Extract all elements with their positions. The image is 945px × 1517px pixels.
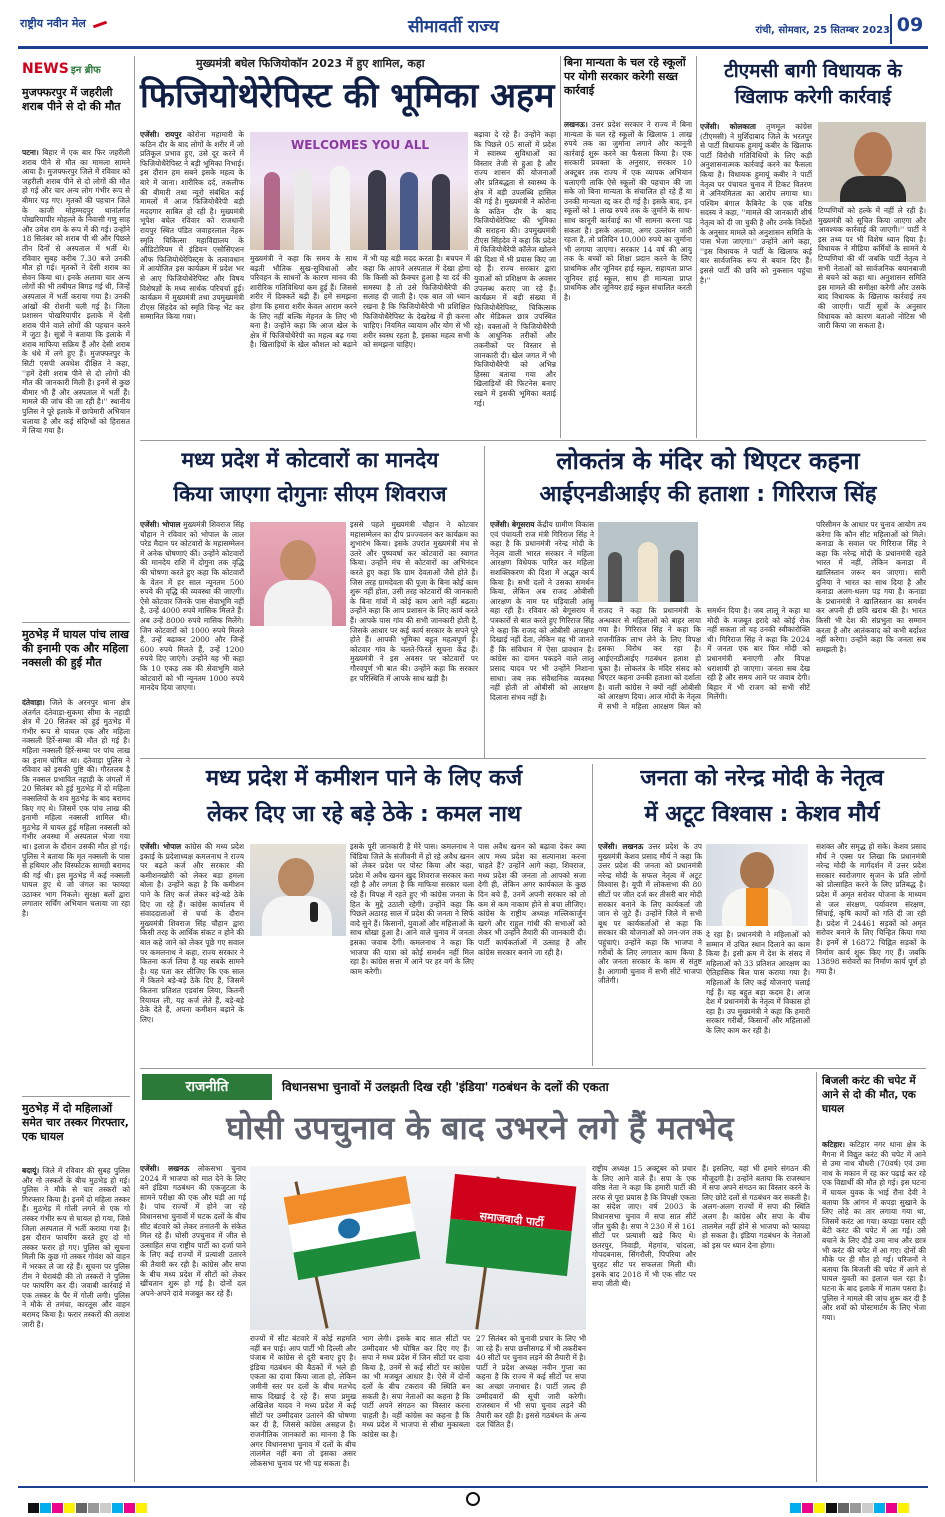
row-3-rule	[140, 1068, 926, 1069]
story-2-body	[564, 120, 692, 436]
portrait-body	[264, 580, 332, 626]
brief-2-headline: मुठभेड़ में घायल पांच लाख की इनामी एक और महिला नक्सली की हुई मौत	[22, 628, 130, 669]
dateline: रांची, सोमवार, 25 सितम्बर 2023	[755, 25, 890, 36]
story-7-body-col2: दे रहा है। प्रधानमंत्री ने महिलाओं को सम्मान में उचित स्थान दिलाने का काम किया है। इसी क्रम में देश के संसद में महिलाओं को 33 प्रतिशत आरक्षण का ऐतिहासिक बिल पास कराया गया है। महिलाओं के लिए कई योजनाएं चलाई गई हैं। यह बहुत बड़ा कदम है। आज देश में प्रधानमंत्री के नेतृत्व में विकास हो रहा है। उप मुख्यमंत्री ने कहा कि हमारी सरकार गरीबों, किसानों और महिलाओं के लिए काम कर रही है।	[706, 930, 810, 1035]
story-8-photo	[250, 1166, 586, 1330]
story-1-kicker: मुख्यमंत्री बघेल फिजियोकॉन 2023 में हुए शामिल, कहा	[196, 57, 425, 70]
story-5-body-col1	[490, 520, 594, 752]
story-4-headline-1: मध्य प्रदेश में कोटवारों का मानदेय	[181, 448, 439, 472]
masthead-divider	[890, 14, 892, 44]
story-4-body-col1	[140, 520, 244, 752]
story-6-body-col2: इसके पूरी जानकारी है मेरे पास। कमलनाथ ने चिंडिया जिले के संजीवनी में हो रहे अवैध खनन को लेकर प्रदेश पर पोस्ट किया और कहा, प्रदेश में अवैध खनन खुद शिवराज सरकार करा रही है और लगता है कि माफिया सरकार चला रहे हैं। विपक्ष में रहते हुए भी कांग्रेस जनता के हित के मुद्दे उठाती रहेगी। उन्होंने कहा कि पिछले अठारह साल में प्रदेश की जनता ने सिर्फ वादे सुने हैं। किसानों, युवाओं और महिलाओं के साथ धोखा हुआ है। आने वाले चुनाव में जनता इसका जवाब देगी। कमलनाथ ने कहा कि भाजपा की यात्रा को कोई समर्थन नहीं मिल रहा है। कांग्रेस सत्ता में आने पर हर वर्ग के लिए काम करेगी।	[350, 842, 474, 976]
story-3-headline: टीएमसी बागी विधायक के खिलाफ करेगी कार्रवाई	[724, 60, 902, 108]
story-3-body-col1	[700, 122, 812, 434]
left-column-rule	[134, 56, 135, 1482]
samajwadi-flag	[446, 1174, 577, 1276]
story-5-text-1: केंद्रीय ग्रामीण विकास एवं पंचायती राज मंत्री गिरिराज सिंह ने कहा है कि प्रधानमंत्री नरेन्द्र मोदी के नेतृत्व वाली भारत सरकार ने महिला आरक्षण विधेयक पारित कर महिला सशक्तिकरण की दिशा में अद्भुत कार्य किया है। सभी दलों ने उसका समर्थन किया, लेकिन अब राजद ओबीसी आरक्षण के नाम पर घड़ियाली आंसू बहा रही है। रविवार को बेगूसराय में पत्रकारों से बात करते हुए गिरिराज सिंह ने कहा कि राजद को ओबीसी आरक्षण दिखाई नहीं देता, लेकिन वह भी जानते हैं कि संविधान में ऐसा प्रावधान है। कांग्रेस का दामन पकड़ने वाले लालू प्रसाद यादव पर भी उन्होंने निशाना साधा। जब तक संवैधानिक व्यवस्था नहीं होती तो ओबीसी को आरक्षण दिलाना संभव नहीं है।	[490, 520, 594, 702]
story-8-body-col6: हैं। इसलिए, यहां भी हमारे संगठन की मौजूदगी है। उन्होंने बताया कि राजस्थान में सपा अपने संगठन का विस्तार करने के लिए छोटे दलों से गठबंधन कर सकती है। अलग-अलग राज्यों में सपा की स्थिति अलग है। कांग्रेस और सपा के बीच तालमेल नहीं होने से भाजपा को फायदा हो सकता है। इंडिया गठबंधन के नेताओं को इस पर ध्यान देना होगा।	[702, 1164, 810, 1250]
person-figure	[368, 170, 386, 250]
section-title: सीमावर्ती राज्य	[408, 17, 499, 37]
story-5-byline: एजेंसी। बेगूसराय	[490, 520, 535, 529]
story-7-photo	[706, 844, 808, 926]
story-8-text-1: लोकसभा चुनाव 2024 में भाजपा को मात देने के लिए बने इंडिया गठबंधन की एकजुटता के सामने परीक्षा की एक और घड़ी आ गई है। पांच राज्यों में होने जा रहे विधानसभा चुनावों में घटक दलों के बीच सीट बंटवारे को लेकर तनातनी के संकेत मिल रहे हैं। घोसी उपचुनाव में जीत से उत्साहित सपा राष्ट्रीय पार्टी का दर्जा पाने के लिए कई राज्यों में प्रत्याशी उतारने की तैयारी कर रही है। कांग्रेस और सपा के बीच मध्य प्रदेश में सीटों को लेकर खींचतान शुरू हो गई है। दोनों दल अपने-अपने दावे मजबूत कर रहे हैं।	[140, 1164, 246, 1298]
pen-icon	[93, 20, 107, 28]
person-figure	[294, 168, 312, 250]
brief-2-body	[22, 698, 130, 1082]
brief-2-place: दंतेवाड़ा।	[22, 698, 45, 707]
story-7-byline: एजेंसी। लखनऊ	[598, 842, 644, 851]
story-8-body-col1	[140, 1164, 246, 1476]
portrait-head	[854, 132, 892, 178]
brief-1-text: बिहार में एक बार फिर जहरीली शराब पीने से मौत का मामला सामने आया है। मुजफ्फरपुर जिले में रविवार को जहरीली शराब पीने से दो लोगों की मौत हो गई और चार अन्य लोग गंभीर रूप से बीमार पड़ गए। मृतकों की पहचान जिले के काजी मोहम्मदपुर थानांतर्गत पोखरियापीर मोहल्ले के निवासी गणु साह और उमेश राम के रूप में की गई। उन्होंने 18 सितंबर को शराब पी थी और पिछले तीन दिनों से अस्पताल में भर्ती थे। रविवार सुबह करीब 7.30 बजे उनकी मौत हो गई। मृतकों ने देसी शराब का सेवन किया था। इनके अलावा चार अन्य लोगों की भी तबीयत बिगड़ गई थी, जिन्हें अस्पताल में भर्ती कराया गया है। उनकी आंखों की रोशनी चली गई है। जिला प्रशासन पोखरियापीर इलाके में देसी शराब पीने वाले लोगों की पहचान करने में जुटा है। सूत्रों ने बताया कि इलाके में शराब माफिया सक्रिय हैं और देसी शराब के धंधे में लगे हुए हैं। मुजफ्फरपुर के सिटी एसपी अवधेश दीक्षित ने कहा, ''हमें देसी शराब पीने से दो लोगों की मौत की जानकारी मिली है। इनमें से कुछ बीमार भी हैं और अस्पताल में भर्ती हैं। मामले की जांच की जा रही है।'' स्थानीय पुलिस ने पूरे इलाके में छापेमारी अभियान चलाया है और कई संदिग्धों को हिरासत में लिया गया है।	[22, 148, 130, 436]
story-8-body-col4: 27 सितंबर को चुनावी प्रचार के लिए भी जा रहे हैं। सपा छत्तीसगढ़ में भी तकरीबन 40 सीटों पर चुनाव लड़ने की तैयारी में है। पार्टी ने प्रदेश अध्यक्ष नवीन गुप्ता का कहना है कि राज्य में कई सीटों पर सपा का अच्छा जनाधार है। पार्टी जल्द ही उम्मीदवारों की सूची जारी करेगी। राजस्थान में भी सपा चुनाव लड़ने की तैयारी कर रही है। इससे गठबंधन के अन्य दल चिंतित हैं।	[476, 1334, 586, 1430]
person-figure	[400, 172, 418, 250]
story-1-headline: फिजियोथेरेपिस्ट की भूमिका अहम	[140, 76, 555, 116]
registration-mark-icon	[466, 1492, 480, 1506]
story-3-photo	[818, 122, 926, 202]
row-1-rule	[140, 440, 926, 441]
story-1-text-1: कोरोना महामारी के कठिन दौर के बाद लोगों के शरीर में जो प्रतिकूल प्रभाव हुए, उसे दूर करने में फिजियोथैरेपिस्ट ने बड़ी भूमिका निभाई। इस दौरान हम सबने इसके महत्व के बारे में जाना। शारीरिक दर्द, तकलीफ की बीमारी तथा न्यूरो संबंधित कई मामलों में आज फिजियोथैरेपी बड़ी मददगार साबित हो रही है। मुख्यमंत्री भूपेश बघेल रविवार को राजधानी रायपुर स्थित पंडित जवाहरलाल नेहरू स्मृति चिकित्सा महाविद्यालय के ऑडिटोरियम में इंडियन एसोसिएशन ऑफ फिजियोथेरेपिस्ट्स के तत्वावधान में आयोजित इस कार्यक्रम में प्रदेश भर से आए फिजियोथेरेपिस्ट और विषय विशेषज्ञों के मध्य सार्थक परिचर्चा हुई। कार्यक्रम में मुख्यमंत्री तथा उपमुख्यमंत्री टीएस सिंहदेव को स्मृति चिन्ह भेंट कर सम्मानित किया गया।	[140, 130, 244, 322]
story-6-rule	[592, 764, 593, 1066]
story-7-text-1: उत्तर प्रदेश के उप मुख्यमंत्री केशव प्रसाद मौर्य ने कहा कि उत्तर प्रदेश की जनता को प्रधानमंत्री नरेन्द्र मोदी के सफल नेतृत्व में अटूट विश्वास है। यूपी में लोकसभा की 80 सीटों पर जीत दर्ज कर तीसरी बार मोदी सरकार बनाने के लिए कार्यकर्ता जी जान से जुटे हैं। उन्होंने जिले में सभी बूथ पर कार्यकर्ताओं से कहा कि सरकार की योजनाओं को जन-जन तक पहुंचाएं। उन्होंने कहा कि भाजपा ने गरीबों के लिए लगातार काम किया है और जनता सरकार के काम से संतुष्ट है। आगामी चुनाव में सभी सीटें भाजपा जीतेगी।	[598, 842, 702, 986]
story-6-byline: एजेंसी। भोपाल	[140, 842, 182, 851]
story-7-body-col3: सशक्त और समृद्ध हो सके। केशव प्रसाद मौर्य ने एक्स पर लिखा कि प्रधानमंत्री नरेन्द्र मोदी के मार्गदर्शन में उत्तर प्रदेश सरकार स्वरोजगार सृजन के प्रति लोगों को प्रोत्साहित करने के लिए प्रतिबद्ध है। प्रदेश में अमृत सरोवर योजना के माध्यम से जल संरक्षण, पर्यावरण संरक्षण, सिंचाई, कृषि कार्यों को गति दी जा रही है। प्रदेश में 24461 सड़कों को अमृत सरोवर बनाने के लिए चिन्हित किया गया है। इनमें से 16872 चिह्नित सड़कों के निर्माण कार्य शुरू किए गए हैं। जबकि 13898 सरोवरों का निर्माण कार्य पूर्ण हो गया है।	[816, 842, 926, 976]
brief-2-text: जिले के अरनपुर थाना क्षेत्र अंतर्गत दंतेवाड़ा-सुकमा सीमा के नहाड़ी क्षेत्र में 20 सितंबर को हुई मुठभेड़ में गंभीर रूप से घायल एक और महिला नक्सली हिर्रे-सम्बा की मौत हो गई है। महिला नक्सली हिर्रे-सम्बा पर पांच लाख का इनाम घोषित था। दंतेवाड़ा पुलिस ने रविवार को इसकी पुष्टि की। गौरतलब है कि नक्सल प्रभावित नहाड़ी के जंगलों में 20 सितंबर को हुई मुठभेड़ में दो महिला नक्सलियों के शव मुठभेड़ के बाद बरामद किए गए थे। जिसमें एक पांच लाख की इनामी महिला नक्सली शामिल थी। मुठभेड़ में घायल हुई महिला नक्सली को गंभीर अवस्था में अस्पताल भेजा गया था। इलाज के दौरान उसकी मौत हो गई। पुलिस ने बताया कि मृत नक्सली के पास से हथियार और विस्फोटक सामग्री बरामद की गई थी। इस मुठभेड़ में कई नक्सली घायल हुए थे जो जंगल का फायदा उठाकर भाग निकले। सुरक्षा बलों द्वारा लगातार सर्चिंग अभियान चलाया जा रहा है।	[22, 698, 130, 919]
story-1-body-col2: मुख्यमंत्री ने कहा कि समय के साथ बढ़ती भौतिक सुख-सुविधाओं और परिवहन के साधनों के कारण मानव की शारीरिक गतिविधियां कम हुई हैं। जिससे शरीर में दिक्कतें बढ़ी हैं। हमें समझना होगा कि हमारा शरीर केवल आराम करने के लिए नहीं बल्कि मेहनत के लिए भी बना है। उन्होंने कहा कि आज खेल के क्षेत्र में फिजियोथैरेपी का महत्व बढ़ गया है। खिलाड़ियों के खेल कौशल को बढ़ाने में भी यह बड़ी मदद करता है। बचपन में कहा कि आपने अस्पताल में देखा होगा कि किसी को फ्रैक्चर हुआ है या दर्द की समस्या है तो उसे फिजियोथैरेपी की सलाह दी जाती है। एक बात जो ध्यान रखना है कि फिजियोथैरेपी भी प्रशिक्षित फिजियोथैरेपिस्ट के देखरेख में ही करना चाहिए। नियमित व्यायाम और योग से भी शरीर स्वस्थ रहता है, इसका महत्व सभी को समझना चाहिए।	[250, 254, 470, 350]
story-6-photo	[250, 844, 346, 936]
story-5-body-col3: परिसीमन के आधार पर चुनाव आयोग तय करेगा कि कौन सीट महिलाओं को मिले। कनाडा के सवाल पर गिरिराज सिंह ने कहा कि नरेन्द्र मोदी के प्रधानमंत्री रहते भारत में नहीं, लेकिन कनाडा में खालिस्तान जरूर बन जाएगा। सारी दुनिया ने भारत का साथ दिया है और कनाडा अलग-थलग पड़ गया है। कनाडा के प्रधानमंत्री ने खालिस्तान का समर्थन कर अपनी ही छवि खराब की है। भारत किसी भी देश की संप्रभुता का सम्मान करता है और आतंकवाद को कभी बर्दाश्त नहीं करेगा। उन्होंने कहा कि जनता सब समझती है।	[816, 520, 926, 654]
story-8-body-col5: राष्ट्रीय अध्यक्ष 15 अक्टूबर को प्रचार के लिए आने वाले हैं। सपा के एक वरिष्ठ नेता ने कहा कि हमारी पार्टी की तरफ से पूरा प्रयास है कि विपक्षी एकता का संदेश जाए। वर्ष 2003 के विधानसभा चुनाव में सपा सात सीटें जीत चुकी है। सपा ने 230 में से 161 सीटों पर प्रत्याशी खड़े किए थे। छतरपुर, निवाड़ी, मेहगांव, चांदला, गोपदबनास, सिंगरौली, पिपरिया और चुरहट सीट पर सफलता मिली थी। इसके बाद 2018 में भी एक सीट पर सपा जीती थी।	[592, 1164, 696, 1289]
story-3-text-1: तृणमूल कांग्रेस (टीएमसी) ने मुर्शिदाबाद जिले के भरतपुर से पार्टी विधायक हुमायूं कबीर के खिलाफ पार्टी विरोधी गतिविधियों के लिए कड़ी अनुशासनात्मक कार्रवाई करने का फैसला किया है। विधायक हुमायूं कबीर ने पार्टी नेतृत्व पर पंचायत चुनाव में टिकट वितरण में अनियमितता का आरोप लगाया था। पश्चिम बंगाल कैबिनेट के एक वरिष्ठ सदस्य ने कहा, ''मामले की जानकारी शीर्ष नेतृत्व को दी जा चुकी है और उनके निर्देशों के अनुसार मामले को अनुशासन समिति के पास भेजा जाएगा।'' उन्होंने आगे कहा, ''इस विधायक ने पार्टी के खिलाफ कई बार सार्वजनिक रूप से बयान दिए हैं। इससे पार्टी की छवि को नुकसान पहुंचा है।''	[700, 122, 812, 285]
person-figure	[608, 552, 622, 602]
news-brief-label	[22, 58, 132, 78]
brief-1-headline: मुजफ्फरपुर में जहरीली शराब पीने से दो की मौत	[22, 86, 121, 113]
person-figure	[670, 550, 684, 602]
masthead-rule	[18, 46, 928, 49]
photo-banner-text: WELCOMES YOU ALL	[290, 138, 429, 152]
microphone-icon	[310, 902, 318, 922]
row-2-rule	[140, 758, 926, 759]
portrait-body	[840, 176, 906, 202]
saffron-scarf	[746, 888, 768, 926]
story-9-headline: बिजली करंट की चपेट में आने से दो की मौत, एक घायल	[822, 1075, 916, 1115]
color-registration-strip	[790, 1503, 910, 1513]
story-2-headline: बिना मान्यता के चल रहे स्कूलों पर योगी सरकार करेगी सख्त कार्रवाई	[564, 56, 686, 97]
portrait-head	[278, 858, 314, 898]
story-8-body-col3: भाग लेगी। इसके बाद सात सीटों पर उम्मीदवार भी घोषित कर दिए गए हैं। सपा ने मध्य प्रदेश में जिन सीटों पर दावा किया है, उनमें से कई सीटों पर कांग्रेस का भी मजबूत आधार है। ऐसे में दोनों दलों के बीच टकराव की स्थिति बन सकती है। सपा नेताओं का कहना है कि पार्टी अपने संगठन का विस्तार करना चाहती है। वहीं कांग्रेस का कहना है कि मध्य प्रदेश में भाजपा से सीधा मुकाबला कांग्रेस का है।	[362, 1334, 470, 1439]
person-figure	[638, 542, 658, 602]
story-6-body-col1	[140, 842, 244, 1062]
story-4-byline: एजेंसी। भोपाल	[140, 520, 181, 529]
story-7-headline-2: में अटूट विश्वास : केशव मौर्य	[644, 802, 880, 827]
story-7-headline-1: जनता को नरेन्द्र मोदी के नेतृत्व	[640, 766, 884, 791]
story-8-kicker: विधानसभा चुनावों में उलझती दिख रही 'इंडिया' गठबंधन के दलों की एकता	[282, 1080, 609, 1094]
story-6-headline-2: लेकर दिए जा रहे बड़े ठेके : कमल नाथ	[206, 802, 522, 827]
story-4-body-col2: इससे पहले मुख्यमंत्री चौहान ने कोटवार महासम्मेलन का दीप प्रज्ज्वलन कर कार्यक्रम का शुभारंभ किया। इसके उपरांत मुख्यमंत्री मंच से उतरे और पुष्पवर्षा कर कोटवारों का स्वागत किया। उन्होंने मंच से कोटवारों का अभिनंदन करते हुए कहा कि ग्राम देवताओं जैसे होते हैं। जिस तरह ग्रामदेवता की पूजा के बिना कोई काम शुरू नहीं होता, उसी तरह कोटवारों की जानकारी के बिना गांवों में कोई काम आगे नहीं बढ़ता। उन्होंने कहा कि आप प्रशासन के लिए कार्य करते हैं। आपके पास गांव की सभी जानकारी होती है, जिसके आधार पर कई कार्य सरकार के सपने पूरे होते हैं। आपकी भूमिका बहुत महत्वपूर्ण है। कोटवार गांव के चलते-फिरते सूचना केंद्र हैं। मुख्यमंत्री ने इस अवसर पर कोटवारों पर गौरवपूर्ण भी बात की। उन्होंने कहा कि सरकार हर परिस्थिति में आपके साथ खड़ी है।	[350, 520, 478, 683]
story-6-text-1: कांग्रेस की मध्य प्रदेश इकाई के प्रदेशाध्यक्ष कमलनाथ ने राज्य पर बढ़ते कर्ज और सरकार की कमीशनखोरी को लेकर बड़ा हमला बोला है। उन्होंने कहा है कि कमीशन पाने के लिए कर्ज लेकर बड़े-बड़े ठेके दिए जा रहे हैं। कांग्रेस कार्यालय में संवाददाताओं से चर्चा के दौरान मुख्यमंत्री शिवराज सिंह चौहान द्वारा किसी तरह के आर्थिक संकट न होने की बात कहे जाने को लेकर पूछे गए सवाल पर कमलनाथ ने कहा, राज्य सरकार ने कितना कर्ज लिया है यह सबके सामने है। यह पता कर लीजिए कि एक साल में कितने बड़े-बड़े ठेके दिए हैं, जिसमें कितना प्रतिशत एडवांस लिया, कितनी रियायत ली, यह कर्ज लेते हैं, बड़े-बड़े ठेके देते हैं, अपना कमीशन बढ़ाने के लिए।	[140, 842, 244, 1024]
story-5-body-col2: राजद ने कहा कि प्रधानमंत्री के अन्धकार से महिलाओं को बाहर लाया गया है। गिरिराज सिंह ने कहा कि राजनीतिक लाभ लेने के लिए विपक्ष इसका विरोध कर रहा है। आईएनडीआईए गठबंधन हताश हो चुका है। लोकतंत्र के मंदिर संसद को थिएटर कहना उनकी हताशा को दर्शाता है। वाली कांग्रेस ने क्यों नहीं ओबीसी को आरक्षण दिया। आज मोदी के नेतृत्व में सभी ने महिला आरक्षण बिल को समर्थन दिया है। जब लालू ने कहा था मोदी के मजबूत इरादे को कोई रोक नहीं सकता तो यह उनकी स्वीकारोक्ति थी। गिरिराज सिंह ने कहा कि 2024 में जनता एक बार फिर मोदी को प्रधानमंत्री बनाएगी और विपक्ष धराशायी हो जाएगा। जनता सब देख रही है और समय आने पर जवाब देगी। बिहार में भी राजग को सभी सीटें मिलेंगी।	[598, 606, 810, 711]
news-label: NEWS	[22, 61, 69, 77]
brief-1-place: पटना।	[22, 148, 39, 157]
story-9-text: कटिहार नगर थाना क्षेत्र के मैगना में विद्युत करंट की चपेट में आने से उमा नाथ चौधरी (70वर्ष) एवं उमा नाथ के मकान में रह कर पढ़ाई कर रहे एक विद्यार्थी की मौत हो गई। इस घटना में घायल युवक के भाई रौना देवी ने बताया कि आंगन में कपड़ा सुखाने के लिए लोहे का तार लगाया गया था, जिसमें करंट आ गया। कपड़ा पसार रही बेटी करंट की चपेट में आ गई। उसे बचाने के लिए दौड़े उमा नाथ और छात्र भी करंट की चपेट में आ गए। दोनों की मौके पर ही मौत हो गई। परिजनों ने बताया कि बिजली की चपेट में आने से घायल युवती का इलाज चल रहा है। घटना के बाद इलाके में मातम पसरा है। पुलिस ने मामले की जांच शुरू कर दी है और शवों को पोस्टमार्टम के लिए भेजा गया।	[822, 1140, 926, 1322]
story-5-photo	[598, 522, 698, 602]
story-9-place: कटिहार।	[822, 1140, 845, 1149]
story-2-byline: लखनऊ।	[564, 120, 588, 129]
story-1-byline: एजेंसी। रायपुर	[140, 130, 182, 139]
story-2-rule	[696, 56, 697, 438]
portrait-head	[740, 852, 774, 890]
story-3-body-col2: टिप्पणियों को हल्के में नहीं ले रही है। मुख्यमंत्री को सूचित किया जाएगा और आवश्यक कार्रवाई की जाएगी।'' पार्टी ने इस तथ्य पर भी विशेष ध्यान दिया है। विधायक ने मीडिया कर्मियों के सामने ये टिप्पणियां की थीं जबकि पार्टी नेतृत्व ने सभी नेताओं को सार्वजनिक बयानबाजी से बचने को कहा था। अनुशासन समिति इस मामले की समीक्षा करेगी और उसके बाद विधायक के खिलाफ कार्रवाई तय की जाएगी। पार्टी सूत्रों के अनुसार विधायक को कारण बताओ नोटिस भी जारी किया जा सकता है।	[818, 206, 926, 331]
story-4-rule	[484, 446, 485, 758]
masthead	[0, 0, 945, 50]
story-1-body-col1	[140, 130, 244, 434]
portrait-body	[262, 896, 332, 936]
story-8-rule	[816, 1072, 817, 1482]
person-figure	[432, 174, 450, 250]
brief-3-body	[22, 1166, 130, 1478]
color-registration-strip	[28, 1503, 148, 1513]
story-2-text: उत्तर प्रदेश सरकार ने राज्य में बिना मान्यता के चल रहे स्कूलों के खिलाफ 1 लाख रुपये तक का जुर्माना लगाने और कानूनी कार्रवाई शुरू करने का फैसला किया है। एक सरकारी प्रवक्ता के अनुसार, सरकार 10 अक्टूबर तक राज्य में एक व्यापक अभियान चलाएगी ताकि ऐसे स्कूलों की पहचान की जा सके जो बिना मान्यता के संचालित हो रहे हैं या उनकी मान्यता रद्द कर दी गई है। इसके बाद, इन स्कूलों को 1 लाख रुपये तक के जुर्माने के साथ-साथ कानूनी कार्रवाई का भी सामना करना पड़ सकता है। इसके अलावा, अगर उल्लंघन जारी रहता है, तो प्रतिदिन 10,000 रुपये का जुर्माना भी लगाया जाएगा। सरकार 14 वर्ष की आयु तक के बच्चों को शिक्षा प्रदान करने के लिए प्राथमिक और जूनियर हाई स्कूल, सहायता प्राप्त जूनियर हाई स्कूल, साथ ही मान्यता प्राप्त प्राथमिक और जूनियर हाई स्कूल संचालित करती है।	[564, 120, 692, 302]
brief-1-body	[22, 148, 130, 618]
person-figure	[330, 166, 350, 250]
brief-divider-1	[22, 622, 130, 623]
story-1-photo	[250, 132, 468, 250]
brief-3-text: जिले में रविवार की सुबह पुलिस और गो तस्करों के बीच मुठभेड़ हो गई। पुलिस ने मौके से चार तस्करों को गिरफ्तार किया है। इनमें दो महिला तस्कर हैं। मुठभेड़ में गोली लगने से एक गो तस्कर गंभीर रूप से घायल हो गया, जिसे जिला अस्पताल में भर्ती कराया गया है। इस दौरान फायरिंग करते हुए दो गो तस्कर फरार हो गए। पुलिस को सूचना मिली कि कुछ गो तस्कर गोवंश को वाहन में भरकर ले जा रहे हैं। सूचना पर पुलिस टीम ने घेराबंदी की तो तस्करों ने पुलिस पर फायरिंग कर दी। जवाबी कार्रवाई में एक तस्कर के पैर में गोली लगी। पुलिस ने मौके से तमंचा, कारतूस और वाहन बरामद किया है। फरार तस्करों की तलाश जारी है।	[22, 1166, 130, 1329]
page-number: 09	[896, 14, 924, 36]
politics-section-label: राजनीति	[142, 1074, 272, 1100]
story-4-photo	[250, 522, 346, 626]
flag-text: समाजवादी पार्टी	[479, 1209, 545, 1230]
portrait-head	[280, 540, 316, 582]
story-6-headline-1: मध्य प्रदेश में कमीशन पाने के लिए कर्ज	[205, 766, 523, 791]
brief-3-headline: मुठभेड़ में दो महिलाओं समेत चार तस्कर गिरफ्तार, एक घायल	[22, 1102, 129, 1143]
story-8-byline: एजेंसी। लखनऊ	[140, 1164, 190, 1173]
paper-name: राष्ट्रीय नवीन मेल	[20, 17, 86, 30]
footer-rule	[18, 1486, 928, 1488]
brief-divider-2	[22, 1096, 130, 1097]
story-1-body-col3: बढ़ावा दे रहे हैं। उन्होंने कहा कि पिछले 05 सालों में प्रदेश में स्वास्थ्य सुविधाओं का विस्तार तेजी से हुआ है और राज्य शासन की योजनाओं और प्रतिबद्धता से स्वास्थ्य के क्षेत्र में बड़ी उपलब्धि हासिल की गई है। मुख्यमंत्री ने कोरोना के कठिन दौर के बाद फिजियोथेरेपिस्ट की भूमिका की सराहना की। उपमुख्यमंत्री टीएस सिंहदेव ने कहा कि प्रदेश में फिजियोथैरेपी कॉलेज खोलने की दिशा में भी प्रयास किए जा रहे हैं। राज्य सरकार द्वारा युवाओं को प्रशिक्षण के अवसर उपलब्ध कराए जा रहे हैं। कार्यक्रम में बड़ी संख्या में फिजियोथैरेपिस्ट, चिकित्सक और मेडिकल छात्र उपस्थित रहे। वक्ताओं ने फिजियोथैरेपी के आधुनिक तरीकों और तकनीकों पर विस्तार से जानकारी दी। खेल जगत में भी फिजियोथैरेपी को अभिन्न हिस्सा बताया गया और खिलाड़ियों की फिटनेस बनाए रखने में इसकी भूमिका बताई गई।	[474, 130, 556, 408]
story-7-body-col1	[598, 842, 702, 1062]
story-6-body-col3: पास अवैध खनन को बढ़ावा देकर क्या आप मध्य प्रदेश का सत्यानाश करना चाहते हैं? उन्होंने आगे कहा, शिवराज, मध्य प्रदेश की जनता तो आपको सजा देगी ही, लेकिन अगर कार्यकाल के कुछ दिन बचे हैं, उनमें अपनी सरकार को तो कम से कम नाकाम होने से बचा लीजिए। कांग्रेस के राष्ट्रीय अध्यक्ष मल्लिकार्जुन खरगे और राहुल गांधी की सभाओं को लेकर भी उन्होंने तैयारी की जानकारी दी। पार्टी कार्यकर्ताओं में उत्साह है और कांग्रेस सरकार बनाने जा रही है।	[478, 842, 586, 957]
story-4-headline-2: किया जाएगा दोगुनाः सीएम शिवराज	[173, 482, 447, 506]
story-5-headline-1: लोकतंत्र के मंदिर को थिएटर कहना	[556, 447, 860, 475]
brief-label: इन ब्रीफ	[70, 65, 101, 76]
brief-3-place: बदायूं।	[22, 1166, 40, 1175]
story-5-headline-2: आईएनडीआईए की हताशा : गिरिराज सिंह	[539, 482, 877, 507]
person-figure	[264, 172, 280, 250]
story-3-byline: एजेंसी। कोलकाता	[700, 122, 756, 131]
story-4-text-1: मुख्यमंत्री शिवराज सिंह चौहान ने रविवार को भोपाल के लाल परेड मैदान पर कोटवारों के महासम्मेलन में अनेक घोषणाएं कीं। उन्होंने कोटवारों की मानदेय राशि में दोगुना तक वृद्धि की घोषणा करते हुए कहा कि कोटवारों के वेतन में हर साल न्यूनतम 500 रुपये की वृद्धि की व्यवस्था की जाएगी। ऐसे कोटवार जिनके पास सेवाभूमि नहीं है, उन्हें 4000 रुपये मासिक मिलते हैं। अब उन्हें 8000 रुपये मासिक मिलेंगे। जिन कोटवारों को 1000 रुपये मिलते हैं, उन्हें बढ़ाकर 2000 और जिन्हें 600 रुपये मिलते हैं, उन्हें 1200 रुपये दिए जाएंगे। उन्होंने यह भी कहा कि 10 एकड़ तक की सेवाभूमि वाले कोटवारों को भी न्यूनतम 1000 रुपये मानदेय दिया जाएगा।	[140, 520, 244, 693]
story-8-headline: घोसी उपचुनाव के बाद उभरने लगे हैं मतभेद	[226, 1109, 734, 1147]
congress-flag	[284, 1176, 421, 1280]
story-8-body-col2: राज्यों में सीट बंटवारे में कोई सहमति नहीं बन पाई। आप पार्टी भी दिल्ली और पंजाब में कांग्रेस से दूरी बनाए हुए है। इंडिया गठबंधन की बैठकों में भले ही एकता का दावा किया जाता हो, लेकिन जमीनी स्तर पर दलों के बीच मतभेद साफ दिखाई दे रहे हैं। सपा प्रमुख अखिलेश यादव ने मध्य प्रदेश में कई सीटों पर उम्मीदवार उतारने की घोषणा कर दी है, जिससे कांग्रेस असहज है। राजनीतिक जानकारों का मानना है कि अगर विधानसभा चुनाव में दलों के बीच तालमेल नहीं बना तो इसका असर लोकसभा चुनाव पर भी पड़ सकता है।	[250, 1334, 356, 1468]
story-9-body	[822, 1140, 926, 1476]
paper-logo	[20, 16, 150, 36]
story-1-rule	[560, 56, 561, 438]
